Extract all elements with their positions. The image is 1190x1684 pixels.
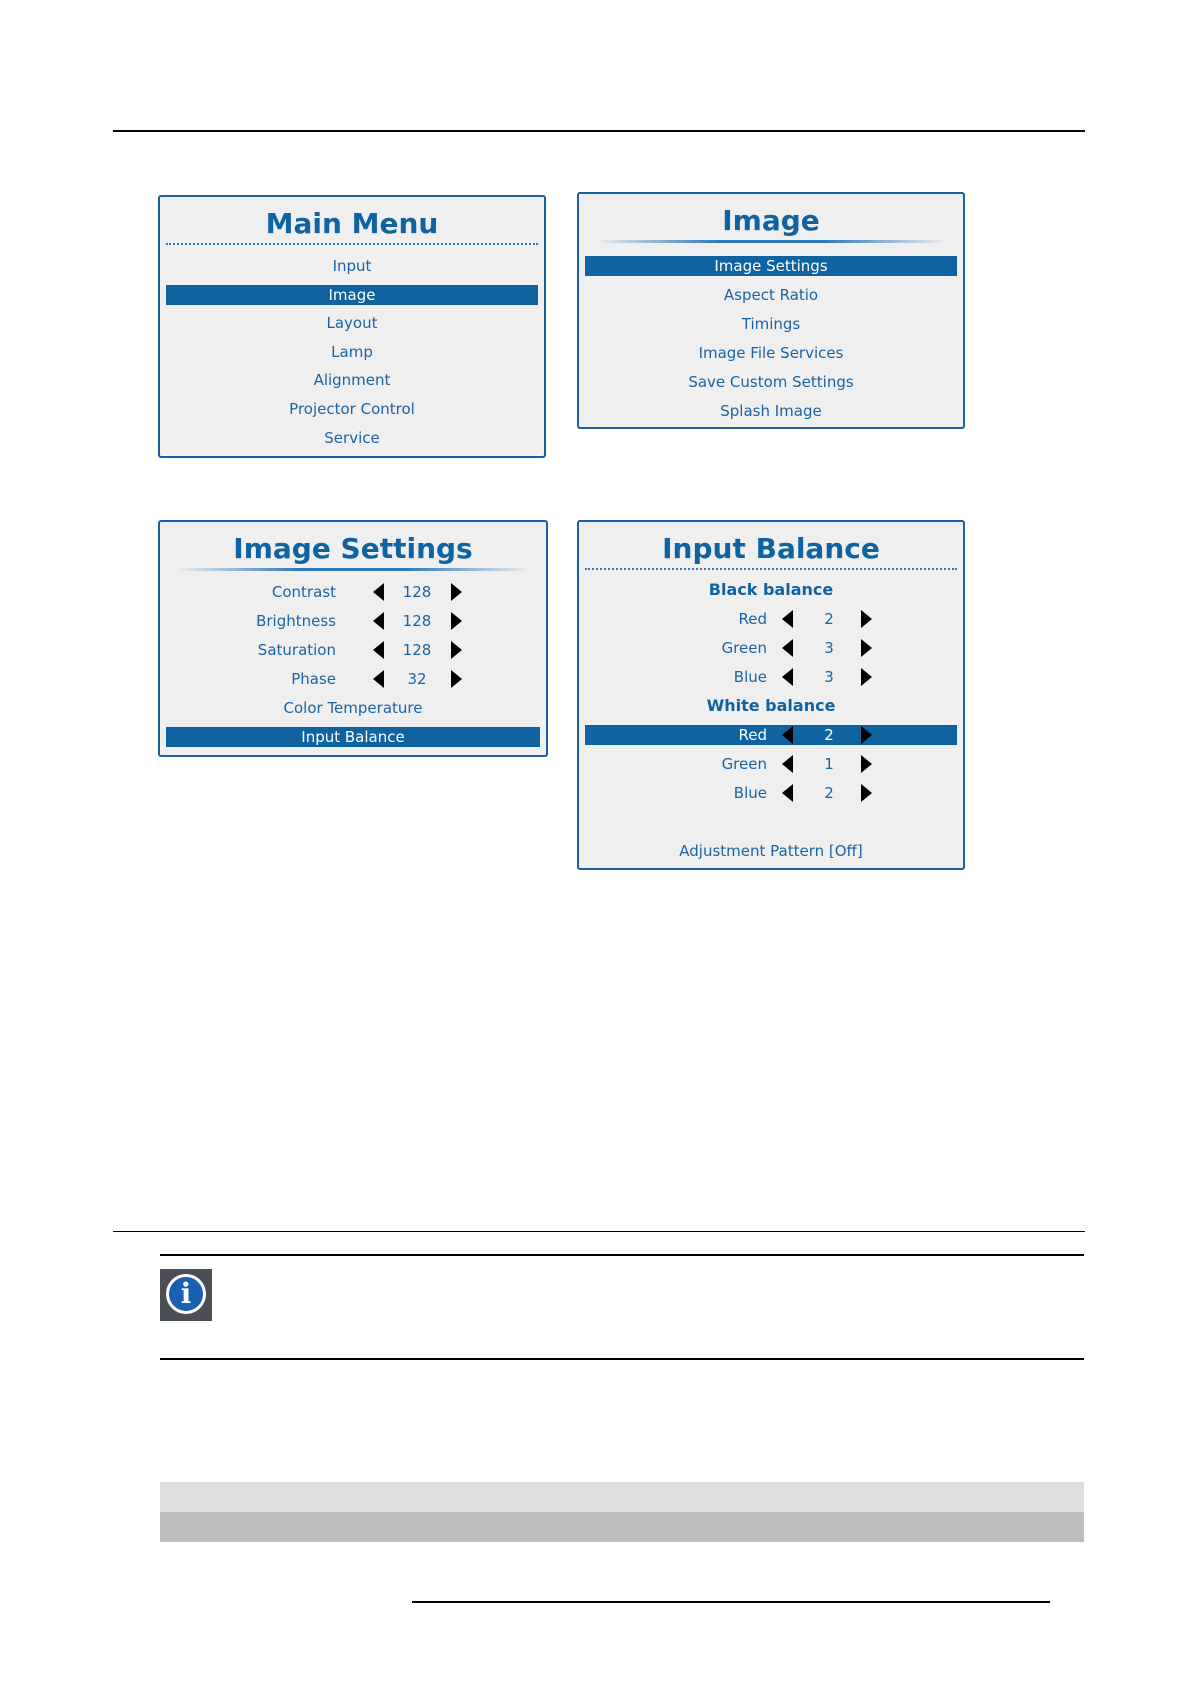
info-icon [160,1269,212,1321]
setting-value: 128 [402,583,432,601]
increase-arrow-icon[interactable] [451,641,462,659]
setting-label: Saturation [257,641,336,659]
section-rule [113,1231,1085,1232]
black-red-row[interactable] [579,609,963,629]
balance-value: 2 [824,726,834,744]
menu-item-image-file-services[interactable]: Image File Services [698,344,844,362]
setting-label: Phase [291,670,336,688]
menu-item-input-balance[interactable]: Input Balance [166,727,540,747]
black-green-row[interactable] [579,638,963,658]
image-settings-title: Image Settings [233,532,473,565]
white-blue-row[interactable] [579,783,963,803]
table-header-band [160,1482,1084,1512]
image-menu-panel [577,192,965,429]
balance-label: Blue [733,668,767,686]
input-balance-title: Input Balance [662,532,880,565]
increase-arrow-icon[interactable] [451,670,462,688]
increase-arrow-icon[interactable] [861,755,872,773]
black-blue-row[interactable] [579,667,963,687]
decrease-arrow-icon[interactable] [782,668,793,686]
balance-value: 1 [824,755,834,773]
title-separator [595,240,947,243]
main-menu-title: Main Menu [265,207,439,240]
decrease-arrow-icon[interactable] [782,726,793,744]
setting-value: 32 [407,670,427,688]
title-separator [166,243,538,245]
input-balance-panel [577,520,965,870]
white-green-row[interactable] [579,754,963,774]
footer-rule [412,1601,1050,1603]
menu-item-timings[interactable]: Timings [741,315,801,333]
brightness-row[interactable] [160,611,546,631]
menu-item-alignment[interactable]: Alignment [313,371,391,389]
balance-label: Red [738,610,767,628]
table-subheader-band [160,1512,1084,1542]
decrease-arrow-icon[interactable] [782,755,793,773]
title-separator [176,568,530,571]
increase-arrow-icon[interactable] [451,612,462,630]
increase-arrow-icon[interactable] [861,610,872,628]
menu-item-service[interactable]: Service [324,429,380,447]
decrease-arrow-icon[interactable] [373,641,384,659]
balance-label: Green [721,639,767,657]
setting-label: Contrast [271,583,336,601]
title-separator [585,568,957,570]
balance-value: 2 [824,610,834,628]
increase-arrow-icon[interactable] [861,639,872,657]
phase-row[interactable] [160,669,546,689]
balance-value: 3 [824,639,834,657]
menu-item-aspect-ratio[interactable]: Aspect Ratio [723,286,819,304]
decrease-arrow-icon[interactable] [782,610,793,628]
decrease-arrow-icon[interactable] [782,784,793,802]
menu-item-projector-control[interactable]: Projector Control [289,400,415,418]
balance-value: 2 [824,784,834,802]
menu-item-input[interactable]: Input [332,257,372,275]
decrease-arrow-icon[interactable] [373,612,384,630]
contrast-row[interactable] [160,582,546,602]
setting-label: Brightness [256,612,336,630]
increase-arrow-icon[interactable] [451,583,462,601]
decrease-arrow-icon[interactable] [373,583,384,601]
saturation-row[interactable] [160,640,546,660]
black-balance-heading: Black balance [708,580,834,599]
balance-value: 3 [824,668,834,686]
menu-item-layout[interactable]: Layout [326,314,378,332]
menu-item-save-custom-settings[interactable]: Save Custom Settings [688,373,854,391]
info-circle: i [166,1274,206,1314]
balance-label: Blue [733,784,767,802]
setting-value: 128 [402,612,432,630]
increase-arrow-icon[interactable] [861,784,872,802]
balance-label: Green [721,755,767,773]
adjustment-pattern-item[interactable]: Adjustment Pattern [Off] [679,842,863,860]
balance-label: Red [738,726,767,744]
setting-value: 128 [402,641,432,659]
main-menu-panel [158,195,546,458]
menu-item-lamp[interactable]: Lamp [331,343,373,361]
increase-arrow-icon[interactable] [861,668,872,686]
menu-item-splash-image[interactable]: Splash Image [720,402,822,420]
image-menu-title: Image [722,204,820,237]
white-red-row[interactable] [585,725,957,745]
decrease-arrow-icon[interactable] [782,639,793,657]
white-balance-heading: White balance [706,696,836,715]
image-settings-panel [158,520,548,757]
menu-item-image[interactable]: Image [166,285,538,305]
decrease-arrow-icon[interactable] [373,670,384,688]
menu-item-color-temperature[interactable]: Color Temperature [283,699,423,717]
note-bottom-rule [160,1358,1084,1360]
increase-arrow-icon[interactable] [861,726,872,744]
menu-item-image-settings[interactable]: Image Settings [585,256,957,276]
note-top-rule [160,1254,1084,1256]
header-rule [113,130,1085,132]
